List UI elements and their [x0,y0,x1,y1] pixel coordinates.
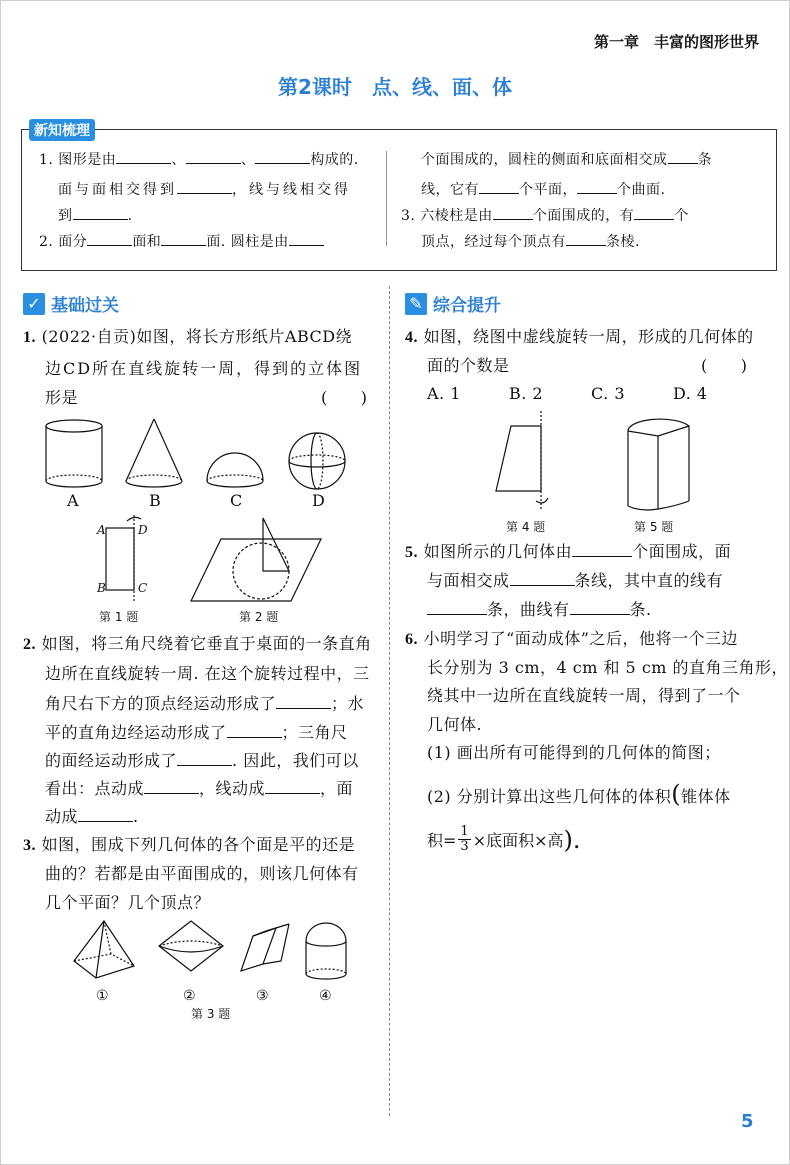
option-label: C [230,491,243,510]
r-text: 个 [674,208,689,224]
q-num: 5. [405,544,418,561]
lesson-title: 第2课时 点、线、面、体 [278,75,512,99]
denominator: 3 [460,839,469,854]
answer-bracket: ( ) [321,388,368,407]
volume-formula [427,825,581,854]
vertex-label: D [138,523,148,537]
r-text: 面和 [132,234,162,250]
r-text: . [127,208,133,224]
section-basic [23,291,119,316]
q-text: . [133,807,139,826]
answer-bracket: ( ) [701,356,748,375]
q-text: ，面 [320,779,354,798]
r-text: 顶点，经过每个顶点有 [421,234,566,250]
q-text: 个面围成，面 [632,542,732,561]
r-text: 到 [58,208,73,224]
q-text: 曲的？若都是由平面围成的，则该几何体有 [45,864,359,883]
r-text: ，线与线相交得 [232,182,351,198]
r-text: 个平面， [519,182,577,198]
q-text: 与面相交成 [427,571,510,590]
q3-figures [71,916,351,986]
q-text: ；三角尺 [281,723,348,742]
r-text: 3. 六棱柱是由 [401,208,493,224]
page-number: 5 [741,1111,754,1132]
q-num: 4. [405,329,418,346]
section-advanced [405,291,501,316]
q-text: 形是 [45,388,79,407]
r-text: 1. 图形是由 [39,152,117,168]
figure-caption: 第 1 题 [99,610,139,624]
q-text: 几个平面？几个顶点？ [45,893,211,912]
checkbox-icon: ✓ [23,293,45,315]
vertex-label: B [97,581,106,595]
q-text: 看出：点动成 [45,779,145,798]
figure-caption: 第 5 题 [634,520,674,534]
chapter-header: 第一章 丰富的图形世界 [593,33,759,51]
figure-label: ④ [319,988,333,1004]
r-text: 2. 面分 [39,234,88,250]
q-text: . 因此，我们可以 [232,751,359,770]
r-text: 个曲面. [617,182,666,198]
q-num: 2. [23,636,36,653]
review-divider [386,151,387,246]
q-num: 1. [23,329,36,346]
review-label: 新知梳理 [29,119,95,141]
q-text: 角尺右下方的顶点经运动形成了 [45,694,277,713]
q-text: ，线动成 [199,779,266,798]
option-label: D. 4 [673,384,708,403]
section-label: 综合提升 [433,296,501,316]
column-divider [389,286,390,1116]
q-text: ×底面积×高 [472,831,564,850]
q-text: 锥体体 [681,787,731,806]
figure-label: ① [96,988,110,1004]
q-text: 边CD所在直线旋转一周，得到的立体图 [45,359,363,378]
fraction [458,825,470,854]
r-text: 个面围成的，圆柱的侧面和底面相交成 [421,152,668,168]
q-num: 6. [405,631,418,648]
q-text: 如图，绕图中虚线旋转一周，形成的几何体的 [423,327,754,346]
section-label: 基础过关 [51,296,119,316]
r-text: 构成的. [310,152,359,168]
q-text: 条线，其中直的线有 [574,571,724,590]
option-label: B [149,491,162,510]
q-text: 动成 [45,807,79,826]
figure-caption: 第 2 题 [239,610,279,624]
option-label: A. 1 [427,384,461,403]
vertex-label: C [138,581,148,595]
q-text: 面的个数是 [427,356,510,375]
figure-label: ③ [256,988,270,1004]
r-text: 条 [697,152,712,168]
pencil-icon: ✎ [405,293,427,315]
q1-q2-figures [91,513,341,608]
r-text: 、 [240,152,256,168]
figure-caption: 第 3 题 [191,1007,231,1021]
option-label: C. 3 [591,384,626,403]
q-text: 小明学习了“面动成体”之后，他将一个三边 [423,629,738,648]
q-num: 3. [23,837,36,854]
r-text: 个面围成的，有 [532,208,635,224]
r-text: 线，它有 [421,182,479,198]
option-label: D [312,491,326,510]
q-text: 如图所示的几何体由 [423,542,573,561]
q4-q5-figures [486,406,706,516]
q-text: (1) 画出所有可能得到的几何体的简图； [427,743,721,762]
q-text: ；水 [331,694,365,713]
option-label: A [67,491,80,510]
option-label: B. 2 [509,384,544,403]
q-text: 条. [629,600,652,619]
q-text: 积= [427,831,457,850]
vertex-label: A [97,523,106,537]
q-text: 的面经运动形成了 [45,751,178,770]
q-text: 如图，围成下列几何体的各个面是平的还是 [41,835,356,854]
r-text: 、 [171,152,186,168]
figure-label: ② [183,988,197,1004]
q-text: 长分别为 3 cm，4 cm 和 5 cm 的直角三角形， [427,658,789,677]
q-text: (2) 分别计算出这些几何体的体积 [427,787,672,806]
q-text: 边所在直线旋转一周. 在这个旋转过程中，三 [45,664,370,683]
r-text: 面与面相交得到 [58,182,177,198]
q-text: ). [563,825,581,854]
q-text: 绕其中一边所在直线旋转一周，得到了一个 [427,686,741,705]
numerator: 1 [460,824,469,839]
r-text: 面. 圆柱是由 [206,234,289,250]
q-text: (2022·自贡)如图，将长方形纸片ABCD绕 [41,327,353,346]
q-text: 条，曲线有 [487,600,570,619]
textbook-page: 第一章 丰富的图形世界 第2课时 点、线、面、体 新知梳理 1. 图形是由 、 、 构成的. 面与面相交得到 ，线与线相交得 到 . 2. 面分 面和 面. 圆柱是由 个面围成的，圆柱的侧面和底面相交成 条 线，它有 个平面， 个曲面. 3. 六棱柱是由 个面围成的，有 个 顶点，经过每个顶点有 条棱. ✓ 基础过关 1. (2022·自贡)如图，将长方形纸片ABCD绕 边CD所在直线旋转一周，得到的立体图 形是 ( ) A B C D A D B C 第 1 题 第 2 题 2. 如图，将三角尺绕着它垂直于桌面的一条直角 边所在直线旋转一周. 在这个旋转过程中，三 角尺右下方的顶点经运动形成了 ；水 平的直角边经运动形成了 ；三角尺 的面经运动形成了 . 因此，我们可以 看出：点动成 ，线动成 ，面 动成 . 3. 如图，围成下列几何体的各个面是平的还是 曲的？若都是由平面围成的，则该几何体有 几个平面？几个顶点？ ① ② ③ ④ 第 3 题 ✎ 综合提升 4. 如图，绕图中虚线旋转一周，形成的几何体的 面的个数是 ( ) A. 1 B. 2 C. 3 D. 4 第 4 题 第 5 题 5. 如图所示的几何体由 个面围成，面 与面相交成 条线，其中直的线有 条，曲线有 条. 6. 小明学习了“面动成体”之后，他将一个三边 长分别为 3 cm，4 cm 和 5 cm 的直角三角形， 绕其中一边所在直线旋转一周，得到了一个 几何体. (1) 画出所有可能得到的几何体的简图； (2) 分别计算出这些几何体的体积(锥体体 积= $\frac{1}{3}$ ×底面积×高 ). 5 [0,0,790,1165]
q-text: 如图，将三角尺绕着它垂直于桌面的一条直角 [41,634,372,653]
q-text: 平的直角边经运动形成了 [45,723,227,742]
figure-caption: 第 4 题 [506,520,546,534]
r-text: 条棱. [606,234,640,250]
q-text: 几何体. [427,715,483,734]
